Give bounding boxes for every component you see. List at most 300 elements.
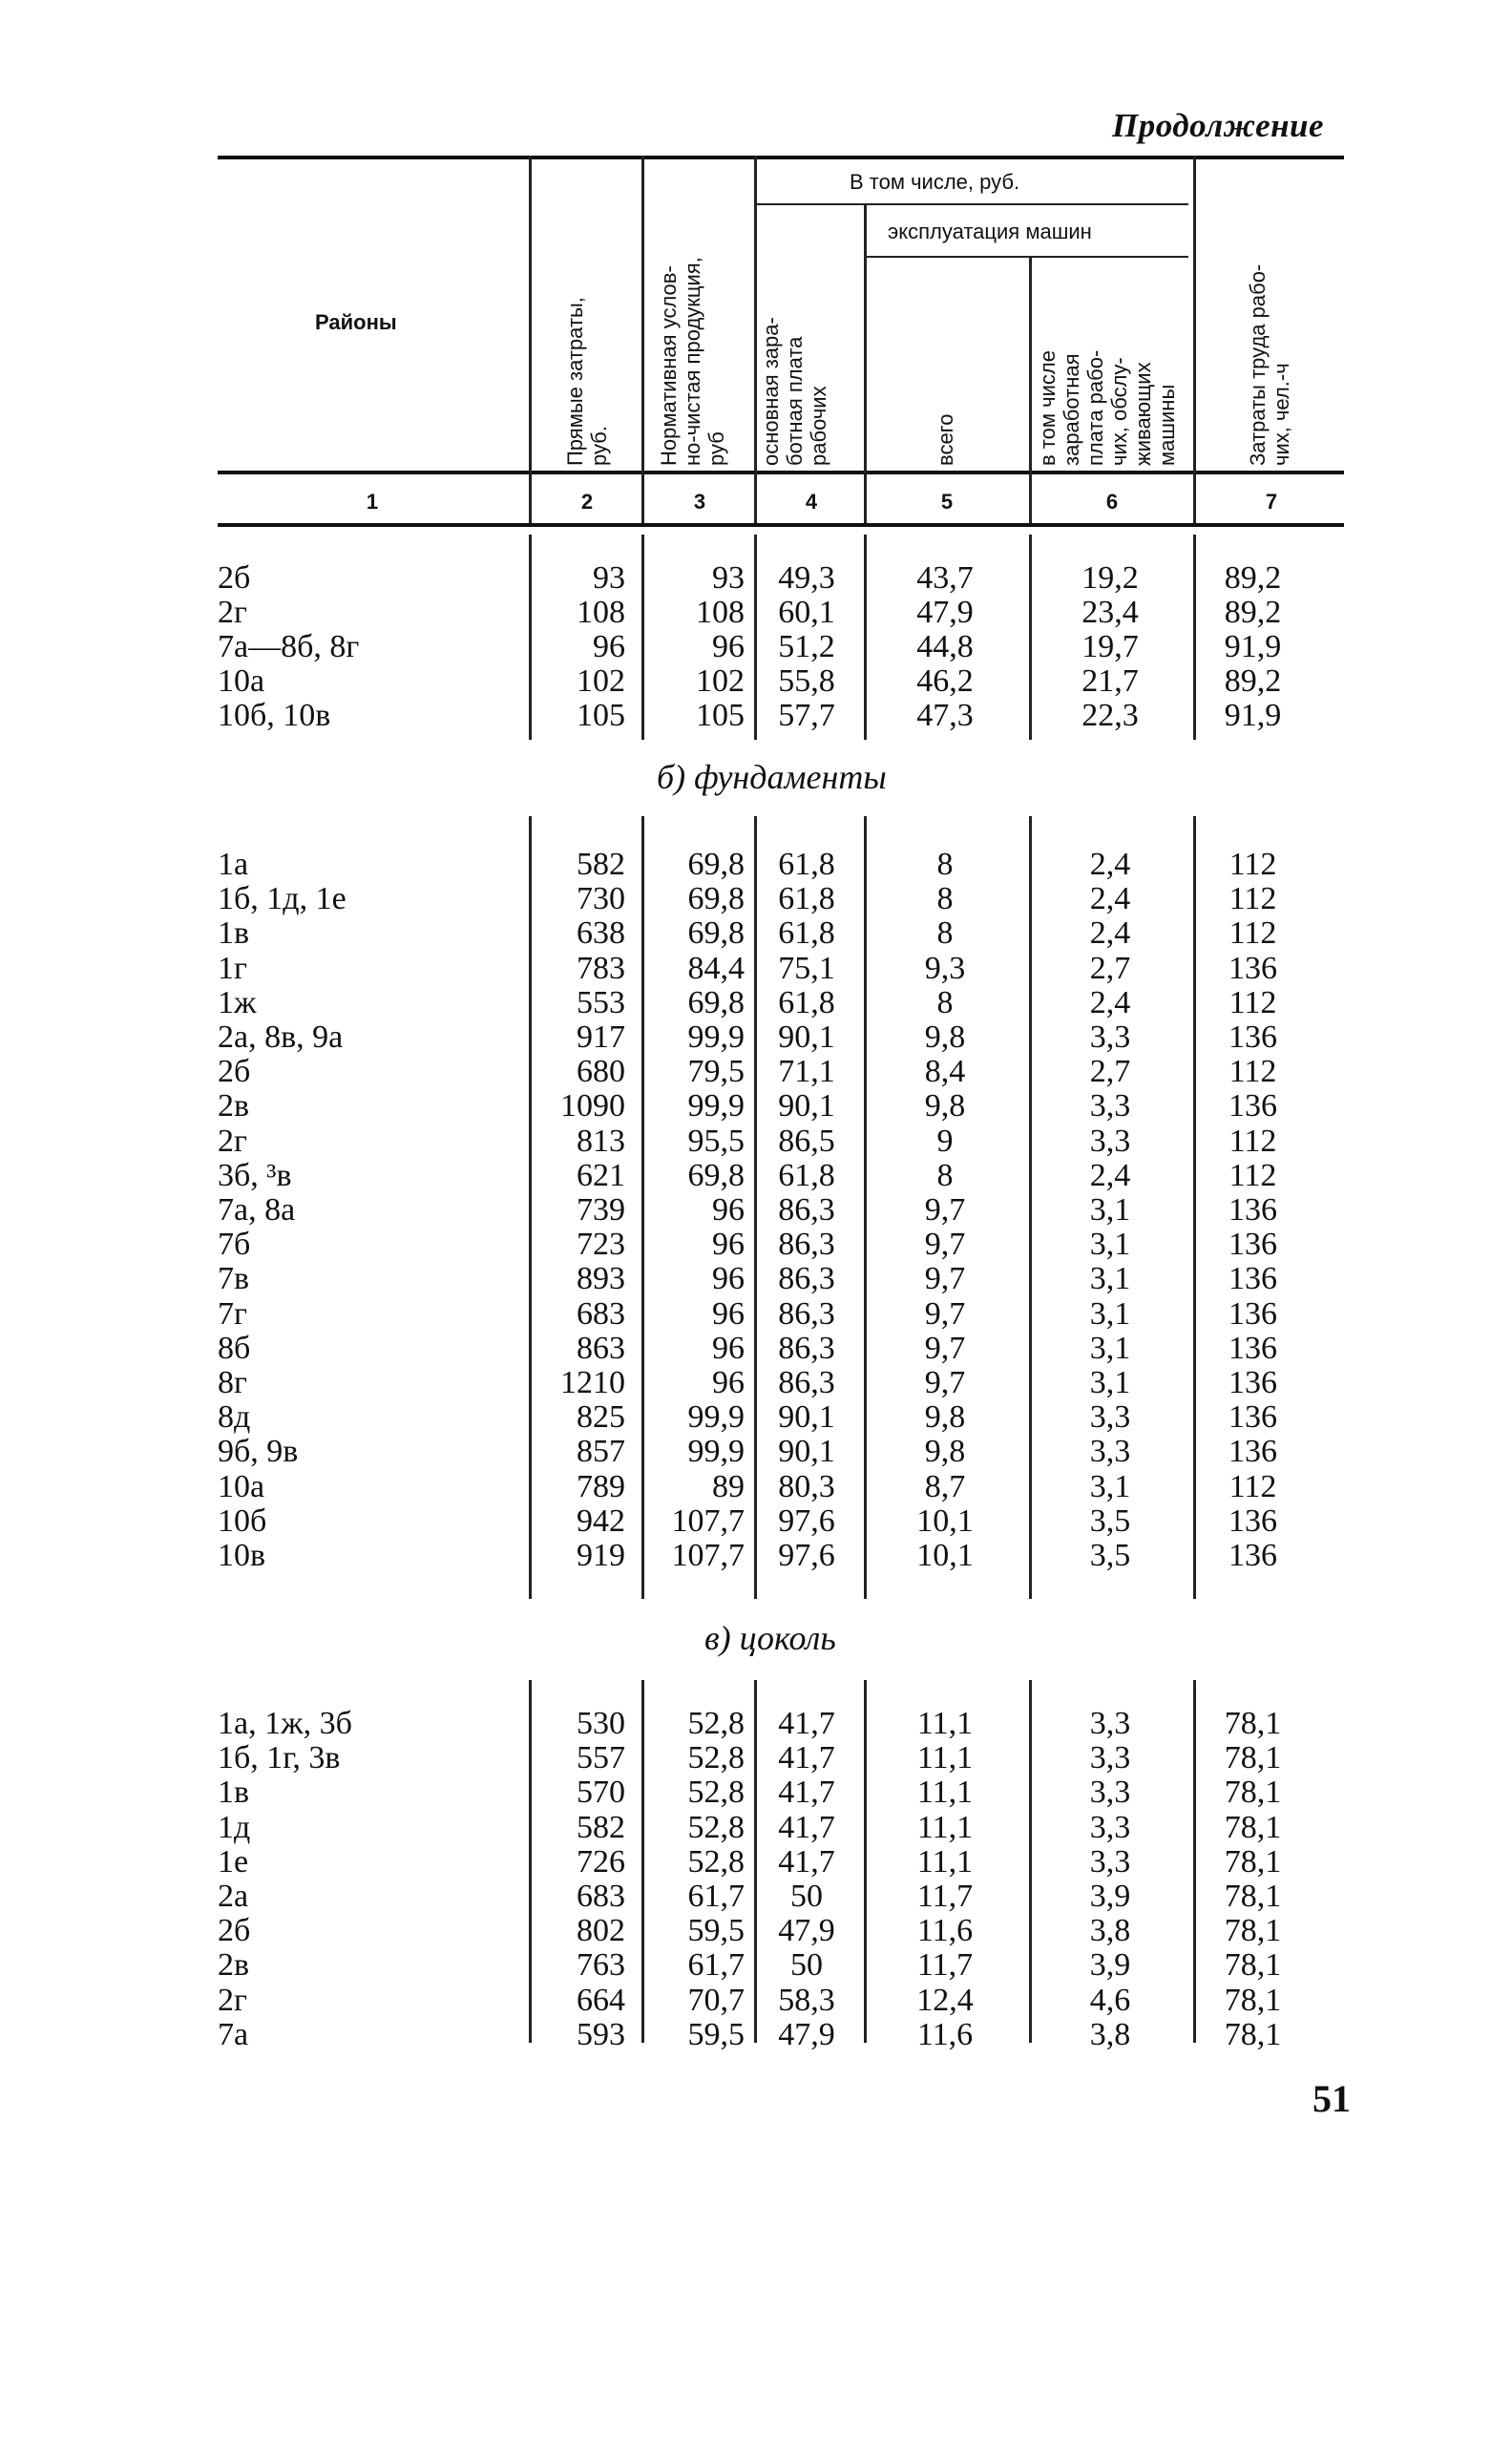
region-cell: 1а (218, 847, 249, 882)
value-cell: 41,7 (778, 1706, 835, 1741)
value-cell: 112 (1228, 1157, 1277, 1193)
value-cell: 9,8 (924, 1088, 966, 1124)
value-cell: 91,9 (1224, 629, 1282, 664)
value-cell: 61,8 (778, 881, 835, 917)
colnum-bottom-rule (218, 523, 1344, 527)
value-cell: 11,7 (916, 1879, 974, 1914)
region-cell: 1б, 1г, 3в (218, 1740, 341, 1776)
region-cell: 1г (218, 950, 247, 986)
value-cell: 11,7 (916, 1947, 974, 1984)
value-cell: 86,3 (778, 1227, 835, 1263)
header-divider (641, 156, 644, 523)
value-cell: 97,6 (778, 1538, 835, 1573)
column-divider (754, 1680, 757, 2043)
value-cell: 60,1 (778, 595, 835, 630)
colnum: 5 (940, 490, 954, 514)
column-divider (1193, 535, 1196, 740)
region-cell: 8д (218, 1399, 251, 1436)
value-cell: 802 (577, 1913, 625, 1949)
value-cell: 3,3 (1089, 1088, 1131, 1124)
value-cell: 1090 (560, 1088, 625, 1124)
value-cell: 2,4 (1089, 984, 1131, 1020)
region-cell: 10б (218, 1502, 267, 1539)
value-cell: 86,3 (778, 1192, 835, 1228)
region-cell: 1а, 1ж, 3б (218, 1706, 352, 1741)
value-cell: 89,2 (1224, 560, 1282, 596)
value-cell: 112 (1228, 915, 1277, 952)
value-cell: 59,5 (687, 1913, 745, 1949)
value-cell: 570 (577, 1775, 625, 1811)
colnum: 4 (805, 490, 818, 514)
value-cell: 59,5 (687, 2016, 745, 2052)
value-cell: 3,5 (1089, 1538, 1131, 1573)
value-cell: 55,8 (778, 663, 835, 699)
value-cell: 96 (712, 1365, 745, 1400)
region-cell: 2в (218, 1088, 250, 1124)
value-cell: 52,8 (687, 1740, 745, 1776)
region-cell: 1в (218, 1775, 250, 1811)
value-cell: 105 (577, 698, 625, 733)
value-cell: 893 (577, 1261, 625, 1297)
value-cell: 136 (1228, 1502, 1277, 1539)
value-cell: 136 (1228, 1019, 1277, 1055)
value-cell: 553 (577, 984, 625, 1020)
value-cell: 2,4 (1089, 915, 1131, 952)
value-cell: 857 (577, 1434, 625, 1470)
column-divider (864, 816, 867, 1599)
region-cell: 8б (218, 1330, 251, 1366)
colnum: 6 (1105, 490, 1119, 514)
header-total: всего (934, 413, 957, 466)
value-cell: 58,3 (778, 1982, 835, 2018)
value-cell: 3,9 (1089, 1947, 1131, 1984)
column-divider (641, 1680, 644, 2043)
value-cell: 9,7 (924, 1192, 966, 1228)
value-cell: 3,1 (1089, 1365, 1131, 1400)
value-cell: 57,7 (778, 698, 835, 733)
group-rule (754, 203, 1188, 205)
value-cell: 47,3 (916, 698, 974, 733)
value-cell: 136 (1228, 1330, 1277, 1366)
value-cell: 8,4 (924, 1054, 966, 1090)
region-cell: 1в (218, 915, 250, 952)
value-cell: 9,7 (924, 1330, 966, 1366)
region-cell: 2б (218, 1913, 251, 1949)
value-cell: 46,2 (916, 663, 974, 699)
value-cell: 4,6 (1089, 1982, 1131, 2018)
value-cell: 136 (1228, 1261, 1277, 1297)
value-cell: 8 (936, 984, 954, 1020)
column-divider (864, 535, 867, 740)
value-cell: 80,3 (778, 1468, 835, 1504)
header-top-rule (218, 156, 1344, 159)
value-cell: 112 (1228, 881, 1277, 917)
value-cell: 96 (712, 1192, 745, 1228)
value-cell: 105 (696, 698, 745, 733)
region-cell: 3б, ³в (218, 1157, 292, 1193)
region-cell: 2б (218, 1054, 251, 1090)
value-cell: 102 (696, 663, 745, 699)
value-cell: 919 (577, 1538, 625, 1573)
value-cell: 70,7 (687, 1982, 745, 2018)
value-cell: 43,7 (916, 560, 974, 596)
value-cell: 136 (1228, 1192, 1277, 1228)
value-cell: 79,5 (687, 1054, 745, 1090)
value-cell: 47,9 (778, 2016, 835, 2052)
value-cell: 680 (577, 1054, 625, 1090)
value-cell: 50 (790, 1879, 823, 1914)
region-cell: 8г (218, 1365, 247, 1400)
value-cell: 1210 (560, 1365, 625, 1400)
value-cell: 86,3 (778, 1365, 835, 1400)
value-cell: 3,3 (1089, 1843, 1131, 1880)
value-cell: 41,7 (778, 1740, 835, 1776)
header-divider (1193, 156, 1196, 523)
region-cell: 7б (218, 1227, 251, 1263)
value-cell: 69,8 (687, 1157, 745, 1193)
value-cell: 112 (1228, 1054, 1277, 1090)
value-cell: 90,1 (778, 1434, 835, 1470)
value-cell: 9,7 (924, 1227, 966, 1263)
value-cell: 136 (1228, 1295, 1277, 1332)
value-cell: 89,2 (1224, 663, 1282, 699)
region-cell: 2в (218, 1947, 250, 1984)
value-cell: 9,8 (924, 1434, 966, 1470)
value-cell: 3,3 (1089, 1123, 1131, 1159)
value-cell: 3,1 (1089, 1468, 1131, 1504)
region-cell: 7а (218, 2016, 249, 2052)
column-divider (529, 1680, 532, 2043)
value-cell: 582 (577, 1809, 625, 1845)
header-divider (529, 156, 532, 523)
value-cell: 12,4 (916, 1982, 974, 2018)
value-cell: 3,3 (1089, 1399, 1131, 1436)
value-cell: 84,4 (687, 950, 745, 986)
value-cell: 3,5 (1089, 1502, 1131, 1539)
value-cell: 19,7 (1082, 629, 1139, 664)
value-cell: 11,6 (916, 2016, 974, 2052)
colnum: 7 (1265, 490, 1278, 514)
value-cell: 8 (936, 915, 954, 952)
region-cell: 1б, 1д, 1е (218, 881, 346, 917)
value-cell: 96 (593, 629, 625, 664)
colnum: 2 (580, 490, 594, 514)
value-cell: 10,1 (916, 1538, 974, 1573)
value-cell: 3,3 (1089, 1809, 1131, 1845)
value-cell: 96 (712, 1261, 745, 1297)
value-cell: 3,9 (1089, 1879, 1131, 1914)
region-cell: 1ж (218, 984, 257, 1020)
value-cell: 3,8 (1089, 2016, 1131, 2052)
value-cell: 638 (577, 915, 625, 952)
region-cell: 2г (218, 595, 247, 630)
value-cell: 593 (577, 2016, 625, 2052)
value-cell: 136 (1228, 1538, 1277, 1573)
value-cell: 3,3 (1089, 1019, 1131, 1055)
value-cell: 51,2 (778, 629, 835, 664)
region-cell: 7а, 8а (218, 1192, 296, 1228)
region-cell: 7в (218, 1261, 250, 1297)
region-cell: 2б (218, 560, 251, 596)
value-cell: 41,7 (778, 1843, 835, 1880)
value-cell: 86,3 (778, 1261, 835, 1297)
value-cell: 78,1 (1224, 1775, 1282, 1811)
value-cell: 3,3 (1089, 1706, 1131, 1741)
value-cell: 90,1 (778, 1088, 835, 1124)
value-cell: 69,8 (687, 915, 745, 952)
value-cell: 52,8 (687, 1706, 745, 1741)
value-cell: 61,8 (778, 984, 835, 1020)
value-cell: 3,1 (1089, 1261, 1131, 1297)
region-cell: 2г (218, 1982, 247, 2018)
value-cell: 61,8 (778, 1157, 835, 1193)
value-cell: 3,1 (1089, 1295, 1131, 1332)
value-cell: 9,7 (924, 1295, 966, 1332)
value-cell: 78,1 (1224, 1706, 1282, 1741)
region-cell: 2а, 8в, 9а (218, 1019, 344, 1055)
value-cell: 2,7 (1089, 950, 1131, 986)
value-cell: 683 (577, 1295, 625, 1332)
value-cell: 813 (577, 1123, 625, 1159)
column-divider (529, 816, 532, 1599)
continuation-label: Продолжение (1112, 107, 1325, 144)
region-cell: 1е (218, 1843, 249, 1880)
value-cell: 2,4 (1089, 847, 1131, 882)
value-cell: 3,8 (1089, 1913, 1131, 1949)
value-cell: 11,1 (916, 1706, 974, 1741)
value-cell: 107,7 (671, 1538, 745, 1573)
value-cell: 99,9 (687, 1088, 745, 1124)
column-divider (1029, 535, 1032, 740)
value-cell: 783 (577, 950, 625, 986)
value-cell: 2,4 (1089, 1157, 1131, 1193)
region-cell: 10а (218, 663, 265, 699)
value-cell: 61,7 (687, 1879, 745, 1914)
header-basic-wage: основная зара- ботная плата рабочих (759, 317, 830, 466)
region-cell: 1д (218, 1809, 251, 1845)
value-cell: 61,8 (778, 915, 835, 952)
value-cell: 69,8 (687, 984, 745, 1020)
value-cell: 11,1 (916, 1740, 974, 1776)
value-cell: 107,7 (671, 1502, 745, 1539)
value-cell: 136 (1228, 950, 1277, 986)
value-cell: 78,1 (1224, 1947, 1282, 1984)
value-cell: 41,7 (778, 1775, 835, 1811)
value-cell: 78,1 (1224, 1879, 1282, 1914)
region-cell: 10а (218, 1468, 265, 1504)
value-cell: 3,1 (1089, 1227, 1131, 1263)
value-cell: 11,1 (916, 1809, 974, 1845)
value-cell: 52,8 (687, 1843, 745, 1880)
value-cell: 917 (577, 1019, 625, 1055)
value-cell: 557 (577, 1740, 625, 1776)
value-cell: 9,3 (924, 950, 966, 986)
value-cell: 99,9 (687, 1434, 745, 1470)
value-cell: 78,1 (1224, 1913, 1282, 1949)
header-group-top: В том числе, руб. (850, 170, 1020, 194)
value-cell: 99,9 (687, 1399, 745, 1436)
value-cell: 726 (577, 1843, 625, 1880)
value-cell: 78,1 (1224, 1982, 1282, 2018)
value-cell: 136 (1228, 1399, 1277, 1436)
value-cell: 730 (577, 881, 625, 917)
value-cell: 90,1 (778, 1019, 835, 1055)
header-direct-costs: Прямые затраты, руб. (563, 297, 611, 466)
value-cell: 78,1 (1224, 2016, 1282, 2052)
value-cell: 90,1 (778, 1399, 835, 1436)
value-cell: 89,2 (1224, 595, 1282, 630)
value-cell: 8 (936, 847, 954, 882)
value-cell: 95,5 (687, 1123, 745, 1159)
page-number: 51 (1312, 2077, 1351, 2120)
value-cell: 96 (712, 1330, 745, 1366)
colnum: 1 (366, 490, 379, 514)
header-regions: Районы (315, 310, 397, 334)
section-title-foundations: б) фундаменты (657, 758, 887, 796)
value-cell: 61,7 (687, 1947, 745, 1984)
value-cell: 763 (577, 1947, 625, 1984)
header-group-sub: эксплуатация машин (888, 220, 1092, 243)
value-cell: 530 (577, 1706, 625, 1741)
value-cell: 9,8 (924, 1399, 966, 1436)
value-cell: 9,8 (924, 1019, 966, 1055)
value-cell: 582 (577, 847, 625, 882)
value-cell: 49,3 (778, 560, 835, 596)
value-cell: 69,8 (687, 847, 745, 882)
value-cell: 3,1 (1089, 1330, 1131, 1366)
header-divider (864, 205, 867, 523)
value-cell: 664 (577, 1982, 625, 2018)
column-divider (1029, 1680, 1032, 2043)
value-cell: 8 (936, 1157, 954, 1193)
value-cell: 11,6 (916, 1913, 974, 1949)
region-cell: 10в (218, 1538, 266, 1573)
value-cell: 75,1 (778, 950, 835, 986)
value-cell: 8 (936, 881, 954, 917)
value-cell: 108 (696, 595, 745, 630)
value-cell: 739 (577, 1192, 625, 1228)
value-cell: 23,4 (1082, 595, 1139, 630)
value-cell: 47,9 (778, 1913, 835, 1949)
value-cell: 136 (1228, 1434, 1277, 1470)
value-cell: 9,7 (924, 1261, 966, 1297)
value-cell: 11,1 (916, 1843, 974, 1880)
value-cell: 11,1 (916, 1775, 974, 1811)
value-cell: 108 (577, 595, 625, 630)
region-cell: 7а—8б, 8г (218, 629, 360, 664)
column-divider (754, 535, 757, 740)
value-cell: 863 (577, 1330, 625, 1366)
value-cell: 136 (1228, 1088, 1277, 1124)
value-cell: 19,2 (1082, 560, 1139, 596)
header-divider (1029, 258, 1032, 523)
value-cell: 47,9 (916, 595, 974, 630)
value-cell: 52,8 (687, 1775, 745, 1811)
value-cell: 22,3 (1082, 698, 1139, 733)
column-divider (1193, 816, 1196, 1599)
value-cell: 96 (712, 1295, 745, 1332)
value-cell: 78,1 (1224, 1740, 1282, 1776)
value-cell: 71,1 (778, 1054, 835, 1090)
value-cell: 86,5 (778, 1123, 835, 1159)
column-divider (754, 816, 757, 1599)
value-cell: 723 (577, 1227, 625, 1263)
value-cell: 9 (936, 1123, 954, 1159)
value-cell: 99,9 (687, 1019, 745, 1055)
value-cell: 789 (577, 1468, 625, 1504)
header-machine-wage: в том числе заработная плата рабо- чих, обслу- живающих машины (1036, 349, 1179, 466)
value-cell: 683 (577, 1879, 625, 1914)
value-cell: 112 (1228, 1123, 1277, 1159)
value-cell: 93 (712, 560, 745, 596)
value-cell: 3,3 (1089, 1740, 1131, 1776)
value-cell: 61,8 (778, 847, 835, 882)
subgroup-rule (864, 256, 1188, 258)
colnum: 3 (693, 490, 706, 514)
value-cell: 52,8 (687, 1809, 745, 1845)
value-cell: 2,4 (1089, 881, 1131, 917)
value-cell: 50 (790, 1947, 823, 1984)
value-cell: 78,1 (1224, 1843, 1282, 1880)
value-cell: 136 (1228, 1365, 1277, 1400)
value-cell: 69,8 (687, 881, 745, 917)
column-divider (1193, 1680, 1196, 2043)
value-cell: 8,7 (924, 1468, 966, 1504)
value-cell: 96 (712, 1227, 745, 1263)
column-divider (641, 535, 644, 740)
value-cell: 44,8 (916, 629, 974, 664)
header-labor: Затраты труда рабо- чих, чел.-ч (1246, 263, 1293, 466)
header-normative-product: Нормативная услов- но-чистая продукция, руб (657, 257, 728, 466)
value-cell: 3,3 (1089, 1434, 1131, 1470)
value-cell: 3,1 (1089, 1192, 1131, 1228)
value-cell: 91,9 (1224, 698, 1282, 733)
value-cell: 97,6 (778, 1502, 835, 1539)
value-cell: 96 (712, 629, 745, 664)
column-divider (864, 1680, 867, 2043)
header-divider (754, 156, 757, 523)
value-cell: 2,7 (1089, 1054, 1131, 1090)
value-cell: 10,1 (916, 1502, 974, 1539)
value-cell: 102 (577, 663, 625, 699)
value-cell: 112 (1228, 984, 1277, 1020)
region-cell: 9б, 9в (218, 1434, 299, 1470)
value-cell: 942 (577, 1502, 625, 1539)
value-cell: 825 (577, 1399, 625, 1436)
region-cell: 7г (218, 1295, 247, 1332)
value-cell: 93 (593, 560, 625, 596)
section-title-plinth: в) цоколь (704, 1619, 836, 1657)
value-cell: 78,1 (1224, 1809, 1282, 1845)
value-cell: 21,7 (1082, 663, 1139, 699)
column-divider (1029, 816, 1032, 1599)
region-cell: 2а (218, 1879, 249, 1914)
value-cell: 41,7 (778, 1809, 835, 1845)
value-cell: 3,3 (1089, 1775, 1131, 1811)
value-cell: 86,3 (778, 1330, 835, 1366)
column-divider (641, 816, 644, 1599)
column-divider (529, 535, 532, 740)
region-cell: 2г (218, 1123, 247, 1159)
header-bottom-rule (218, 471, 1344, 474)
value-cell: 112 (1228, 847, 1277, 882)
value-cell: 136 (1228, 1227, 1277, 1263)
value-cell: 89 (712, 1468, 745, 1504)
value-cell: 9,7 (924, 1365, 966, 1400)
value-cell: 112 (1228, 1468, 1277, 1504)
value-cell: 86,3 (778, 1295, 835, 1332)
region-cell: 10б, 10в (218, 698, 331, 733)
